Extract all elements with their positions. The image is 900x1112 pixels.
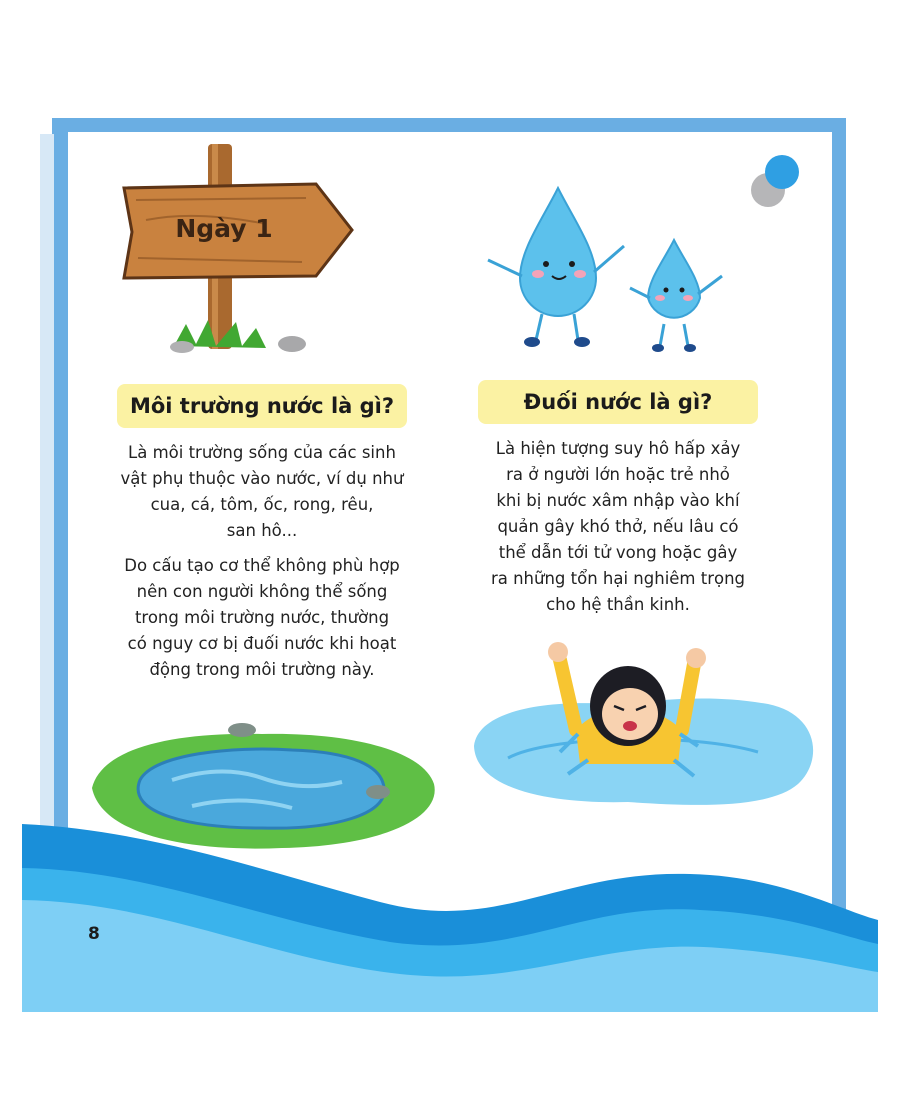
text-line: san hô...	[226, 521, 298, 540]
text-line: động trong môi trường này.	[149, 660, 375, 679]
left-paragraph-2	[92, 553, 432, 683]
water-waves-icon	[0, 810, 900, 1012]
text-line: quản gây khó thở, nếu lâu có	[497, 517, 739, 536]
text-line: khi bị nước xâm nhập vào khí	[496, 491, 740, 510]
text-line: thể dẫn tới tử vong hoặc gây	[498, 543, 738, 562]
text-line: ra ở người lớn hoặc trẻ nhỏ	[506, 465, 730, 484]
frame-shadow	[40, 134, 54, 834]
drowning-child-illustration-icon	[468, 634, 828, 814]
right-heading: Đuối nước là gì?	[478, 380, 758, 424]
text-line: ra những tổn hại nghiêm trọng	[490, 569, 746, 588]
left-paragraph-1	[92, 440, 432, 544]
text-line: cua, cá, tôm, ốc, rong, rêu,	[150, 495, 374, 514]
text-line: Do cấu tạo cơ thể không phù hợp	[124, 556, 400, 575]
text-line: trong môi trường nước, thường	[134, 608, 390, 627]
text-line: Là hiện tượng suy hô hấp xảy	[495, 439, 741, 458]
left-heading: Môi trường nước là gì?	[117, 384, 407, 428]
right-paragraph	[468, 436, 768, 618]
text-line: Là môi trường sống của các sinh	[128, 443, 396, 462]
day-label: Ngày 1	[175, 214, 273, 243]
water-drop-characters-icon	[478, 180, 738, 360]
page-number: 8	[88, 924, 100, 944]
text-line: có nguy cơ bị đuối nước khi hoạt	[127, 634, 397, 653]
text-line: nên con người không thể sống	[136, 582, 388, 601]
wooden-signpost-icon	[116, 140, 356, 355]
text-line: cho hệ thần kinh.	[546, 595, 690, 614]
text-line: vật phụ thuộc vào nước, ví dụ như	[120, 469, 404, 488]
decorative-dots-icon	[748, 152, 804, 212]
